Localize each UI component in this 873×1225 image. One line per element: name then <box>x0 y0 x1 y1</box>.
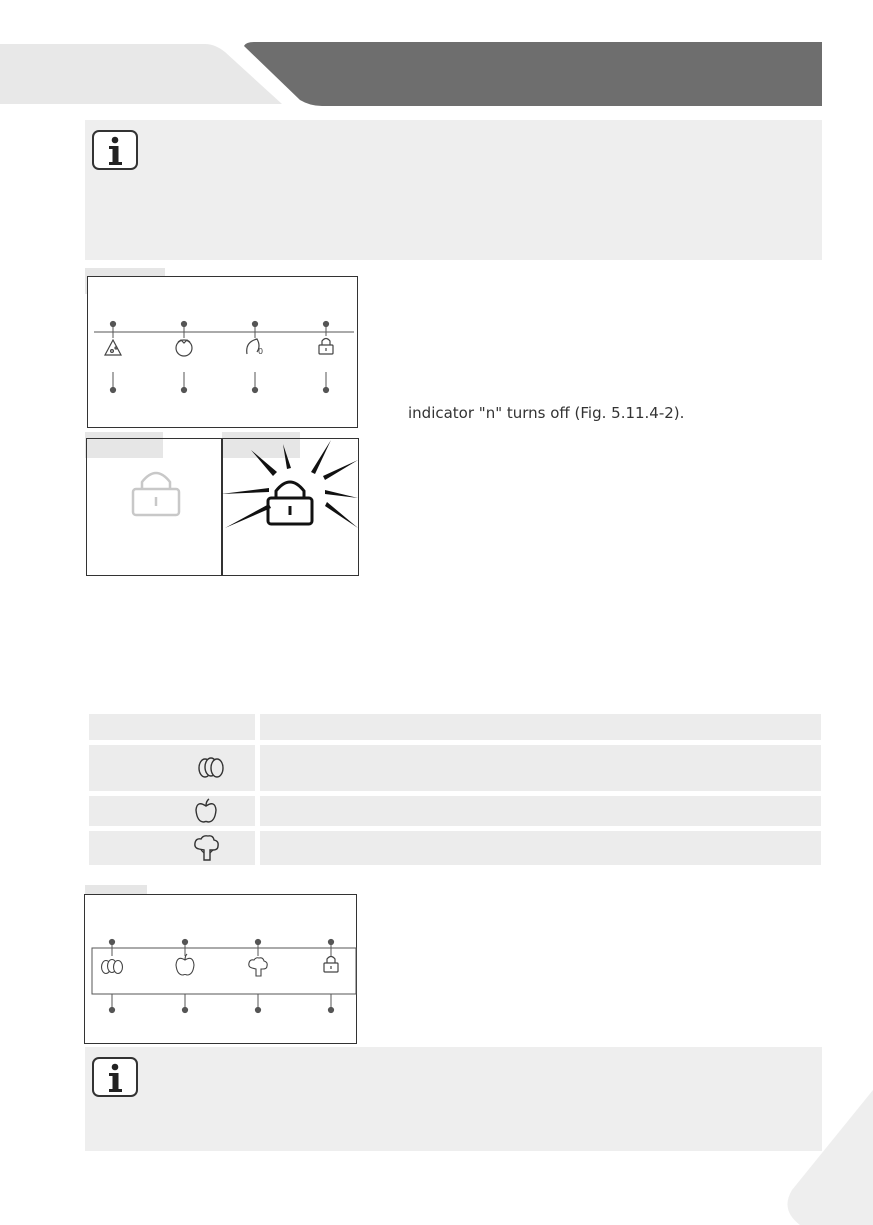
lock-icon <box>324 957 338 973</box>
page-corner-tab <box>780 1090 873 1225</box>
table-header-cell-left <box>89 714 255 740</box>
broccoli-icon <box>249 958 267 976</box>
info-icon <box>92 130 138 170</box>
table-row-eggs-left <box>89 745 255 791</box>
table-row-apple-left <box>89 796 255 826</box>
info-note-top <box>85 120 822 260</box>
apple-icon <box>193 797 219 825</box>
broccoli-icon <box>192 833 222 863</box>
lock-inactive-icon <box>86 438 223 576</box>
control-panel-diagram-1 <box>87 276 358 428</box>
indicator-text: indicator "n" turns off (Fig. 5.11.4-2). <box>408 404 685 422</box>
header-banner <box>0 0 873 110</box>
apple-icon <box>176 954 194 975</box>
info-icon <box>92 1057 138 1097</box>
cheese-icon <box>105 340 121 355</box>
table-header-cell-right <box>260 714 821 740</box>
eggs-icon <box>102 960 123 974</box>
svg-text:0: 0 <box>258 347 264 356</box>
table-row-broccoli-right <box>260 831 821 865</box>
zero-degree-icon <box>247 339 263 356</box>
table-row-broccoli-left <box>89 831 255 865</box>
lock-icon <box>319 339 333 355</box>
info-note-bottom <box>85 1047 822 1151</box>
header-tab-light <box>0 44 282 104</box>
table-row-eggs-right <box>260 745 821 791</box>
tomato-icon <box>176 340 192 356</box>
control-panel-diagram-3 <box>84 894 357 1044</box>
eggs-icon <box>196 755 226 781</box>
header-tab-dark <box>244 42 822 106</box>
table-row-apple-right <box>260 796 821 826</box>
lock-active-flashing-icon <box>221 438 359 576</box>
